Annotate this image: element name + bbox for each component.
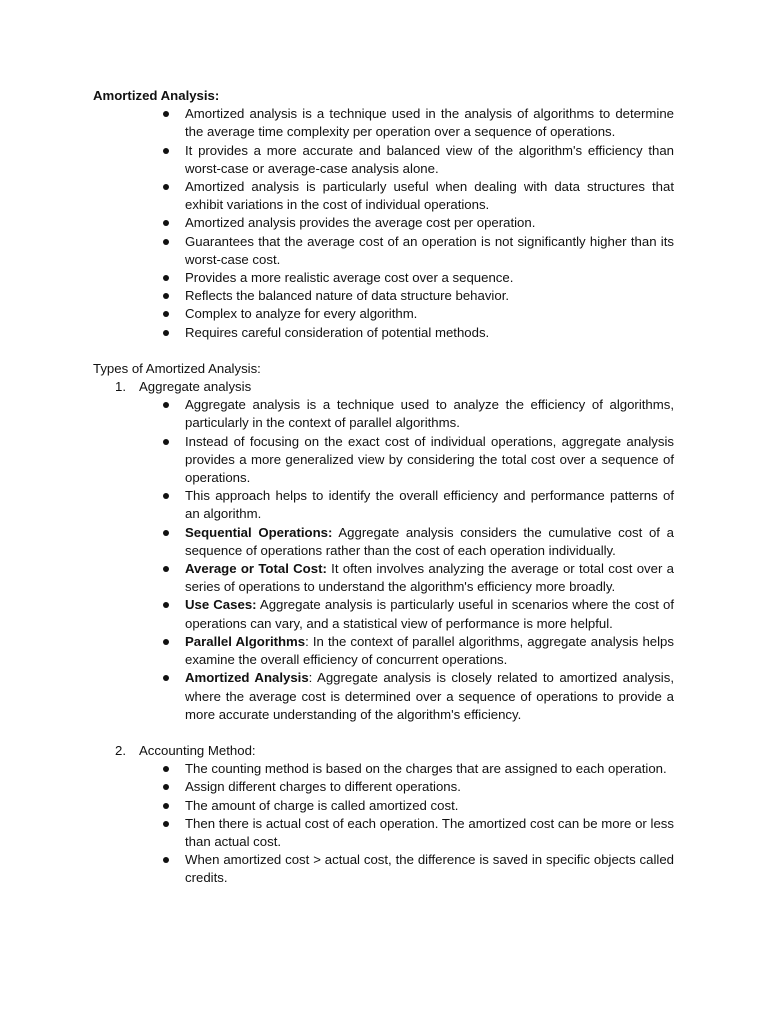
item-text: Aggregate analysis considers the cumulative cost of a sequence of operations rather than the cost of each operation individually. xyxy=(185,524,674,558)
list-number: 2. xyxy=(115,742,126,758)
list-item: Assign different charges to different operations. xyxy=(185,778,674,796)
list-item: Complex to analyze for every algorithm. xyxy=(185,305,674,323)
bold-label: Use Cases: xyxy=(185,597,257,613)
bold-label: Amortized Analysis xyxy=(185,670,309,686)
numbered-heading xyxy=(93,378,674,396)
list-item: Amortized analysis is a technique used in the analysis of algorithms to determine the average time complexity per operation over a sequence of operations. xyxy=(185,105,674,141)
list-item xyxy=(185,596,674,632)
list-item: Guarantees that the average cost of an operation is not significantly higher than its worst-case cost. xyxy=(185,233,674,269)
list-item: Requires careful consideration of potential methods. xyxy=(185,324,674,342)
list-item: Aggregate analysis is a technique used to analyze the efficiency of algorithms, particularly in the context of parallel algorithms. xyxy=(185,396,674,432)
list-item: Amortized analysis provides the average cost per operation. xyxy=(185,214,674,232)
bold-label: Average or Total Cost: xyxy=(185,561,327,577)
list-item: Then there is actual cost of each operation. The amortized cost can be more or less than actual cost. xyxy=(185,815,674,851)
spacer xyxy=(93,724,674,742)
item-text: : Aggregate analysis is closely related to amortized analysis, where the average cost is determined over a sequence of operations to provide a more accurate understanding of the algorithm's efficiency. xyxy=(185,670,674,722)
item-text: : In the context of parallel algorithms, aggregate analysis helps examine the overall efficiency of concurrent operations. xyxy=(185,633,674,668)
type-title: Aggregate analysis xyxy=(139,379,252,395)
list-item: The counting method is based on the charges that are assigned to each operation. xyxy=(185,760,674,778)
numbered-heading xyxy=(93,742,674,760)
list-item: Amortized analysis is particularly useful when dealing with data structures that exhibit variations in the cost of individual operations. xyxy=(185,178,674,214)
list-item xyxy=(185,633,674,669)
type-aggregate-analysis xyxy=(93,378,674,724)
list-item: The amount of charge is called amortized cost. xyxy=(185,797,674,815)
list-item xyxy=(185,560,674,596)
list-item: Instead of focusing on the exact cost of individual operations, aggregate analysis provides a more generalized view by considering the total cost over a sequence of operations. xyxy=(185,433,674,488)
spacer xyxy=(93,342,674,360)
type-accounting-method xyxy=(93,742,674,888)
accounting-method-bullet-list xyxy=(93,760,674,887)
list-item: Reflects the balanced nature of data structure behavior. xyxy=(185,287,674,305)
list-item: This approach helps to identify the overall efficiency and performance patterns of an algorithm. xyxy=(185,487,674,523)
section-heading-types: Types of Amortized Analysis: xyxy=(93,360,261,376)
amortized-analysis-bullet-list xyxy=(93,105,674,342)
list-item xyxy=(185,524,674,560)
list-item: When amortized cost > actual cost, the difference is saved in specific objects called credits. xyxy=(185,851,674,887)
bold-label: Parallel Algorithms xyxy=(185,633,306,649)
type-title: Accounting Method: xyxy=(139,742,256,758)
list-item: Provides a more realistic average cost over a sequence. xyxy=(185,269,674,287)
item-text: Aggregate analysis is particularly useful in scenarios where the cost of operations can vary, and a statistical view of performance is more helpful. xyxy=(185,597,674,631)
item-text: It often involves analyzing the average or total cost over a series of operations to understand the algorithm's efficiency more broadly. xyxy=(185,561,674,595)
section-heading-amortized-analysis: Amortized Analysis: xyxy=(93,88,220,103)
list-number: 1. xyxy=(115,379,126,395)
list-item: It provides a more accurate and balanced view of the algorithm's efficiency than worst-case or average-case analysis alone. xyxy=(185,142,674,178)
aggregate-analysis-bullet-list xyxy=(93,396,674,724)
list-item xyxy=(185,669,674,724)
bold-label: Sequential Operations: xyxy=(185,524,333,540)
